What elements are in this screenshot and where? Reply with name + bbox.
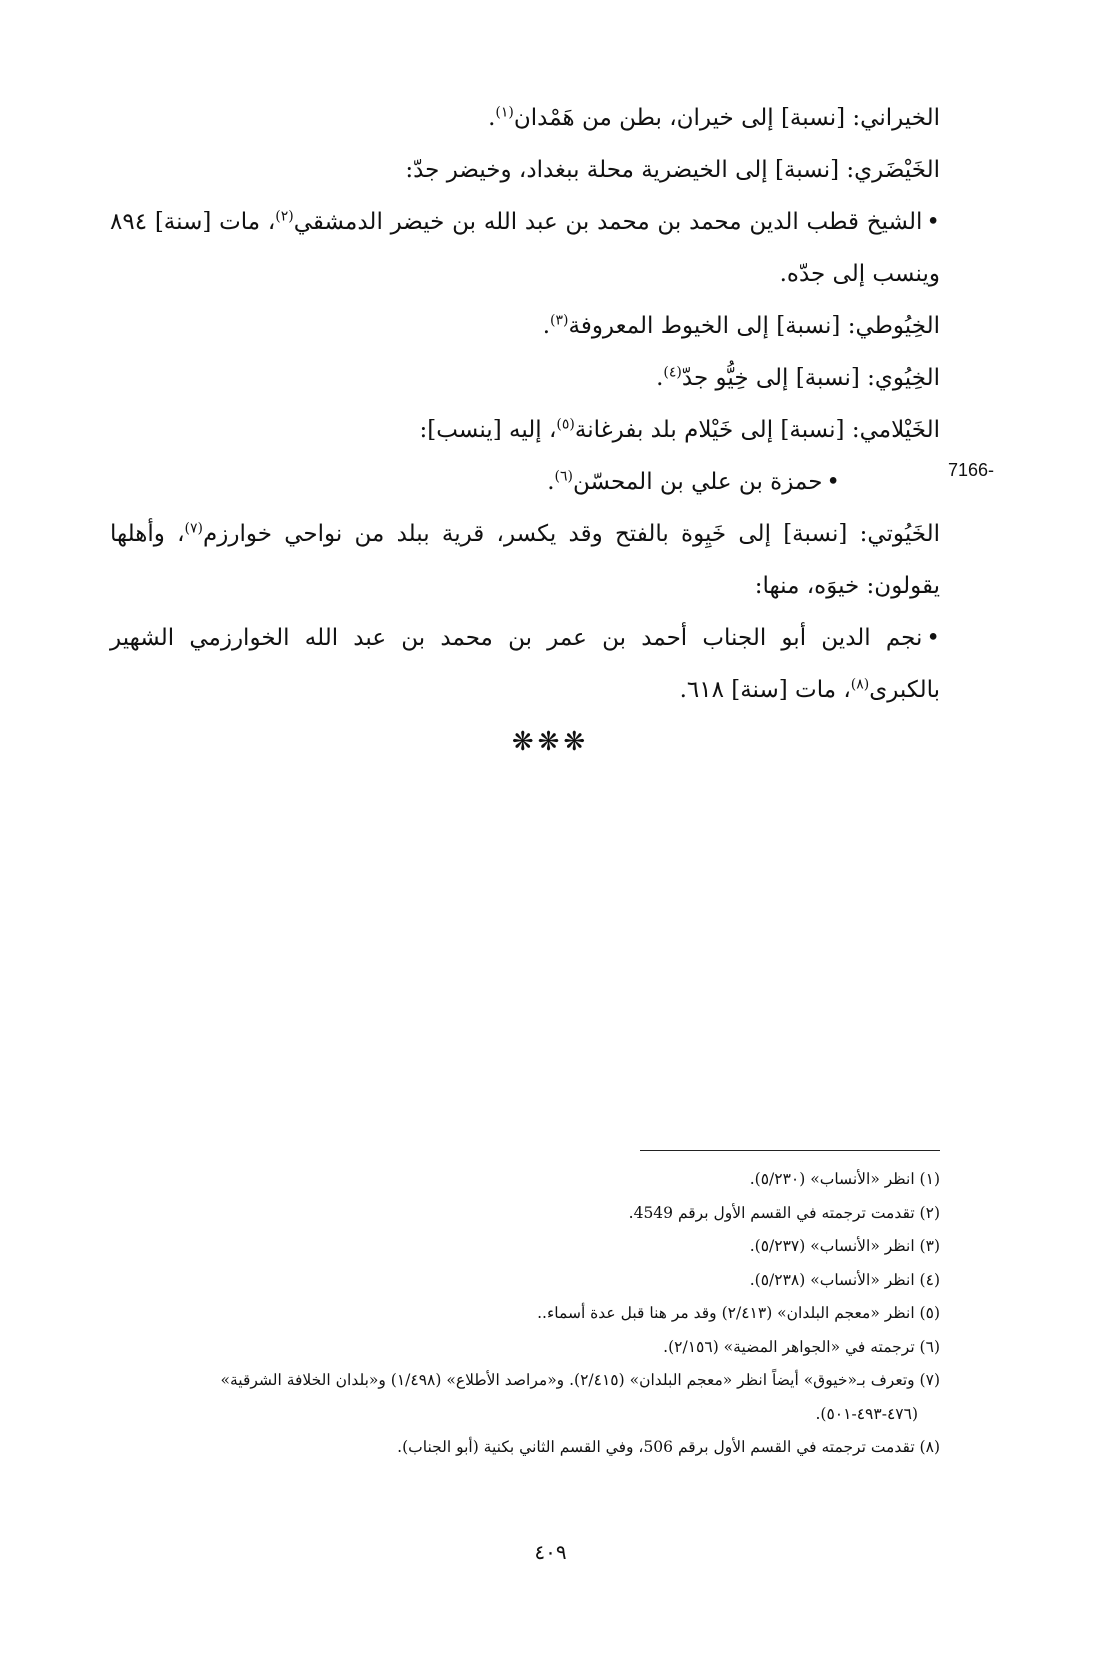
- footnote-ref: (٢): [275, 208, 294, 225]
- page-number: ٤٠٩: [534, 1540, 567, 1564]
- section-ornament: ❋❋❋: [511, 727, 590, 757]
- entry-term: الخَيُوتي: [867, 521, 940, 547]
- entry-after: ، إليه [ينسب]:: [419, 417, 557, 443]
- footnote-8: (٨) تقدمت ترجمته في القسم الأول برقم 506، وفي القسم الثاني بكنية (أبو الجناب).: [397, 1438, 940, 1456]
- person-after: ، مات [سنة] ٦١٨.: [679, 677, 851, 703]
- entry-khaydari: [110, 144, 940, 196]
- entry-term: الخِيُوي: [874, 365, 940, 391]
- entry-khayrani: [110, 92, 940, 144]
- person-text: نجم الدين أبو الجناب أحمد بن عمر بن محمد بن عبد الله الخوارزمي الشهير بالكبرى: [110, 625, 940, 703]
- footnotes: [110, 1163, 940, 1465]
- bullet-mark: •: [826, 469, 840, 495]
- person-text: حمزة بن علي بن المحسّن: [573, 469, 823, 495]
- footnote-6: (٦) ترجمته في «الجواهر المضية» (٢/١٥٦).: [663, 1337, 940, 1356]
- footnote-2: (٢) تقدمت ترجمته في القسم الأول برقم 4549.: [628, 1203, 940, 1222]
- entry-term: الخَيْضَري: [854, 157, 940, 183]
- entry-khayuti: [110, 508, 940, 612]
- footnote-4: (٤) انظر «الأنساب» (٥/٢٣٨).: [749, 1270, 940, 1289]
- footnote-ref: (٧): [184, 520, 203, 537]
- footnote-ref: (٤): [663, 364, 682, 381]
- entry-text: : [نسبة] إلى الخيوط المعروفة: [568, 313, 856, 339]
- entry-text: : [نسبة] إلى الخيضرية محلة ببغداد، وخيضر جدّ:: [405, 157, 855, 183]
- person-text: الشيخ قطب الدين محمد بن محمد بن عبد الله بن خيضر الدمشقي: [293, 209, 923, 235]
- entry-after: ، وأهلها يقولون: خيوَه، منها:: [110, 521, 940, 599]
- footnote-5: (٥) انظر «معجم البلدان» (٢/٤١٣) وقد مر هنا قبل عدة أسماء..: [537, 1304, 940, 1322]
- person-after: .: [547, 469, 555, 495]
- footnote-7-continued: (٤٧٦-٤٩٣-٥٠١).: [815, 1404, 918, 1423]
- person-qutb-al-din: [110, 196, 940, 300]
- entry-khiyuwi: [110, 352, 940, 404]
- footnote-1: (١) انظر «الأنساب» (٥/٢٣٠).: [749, 1170, 940, 1188]
- person-hamza: [110, 456, 940, 508]
- footnote-ref: (٣): [550, 312, 569, 329]
- footnote-divider: [640, 1150, 940, 1151]
- bullet-mark: •: [926, 625, 940, 651]
- entry-after: .: [542, 313, 551, 339]
- bullet-mark: •: [926, 209, 940, 235]
- entry-text: : [نسبة] إلى خِيُّو جدّ: [681, 365, 875, 391]
- footnote-ref: (٨): [850, 676, 870, 693]
- footnote-7: (٧) وتعرف بـ«خيوق» أيضاً انظر «معجم البلدان» (٢/٤١٥). و«مراصد الأطلاع» (١/٤٩٨) و«بلدان الخلافة الشرقية»: [220, 1371, 940, 1389]
- footnote-3: (٣) انظر «الأنساب» (٥/٢٣٧).: [749, 1237, 940, 1255]
- entry-number: 7166-: [948, 460, 995, 480]
- person-najm-al-din: [110, 612, 940, 716]
- entry-text: : [نسبة] إلى خَيِوة بالفتح وقد يكسر، قرية ببلد من نواحي خوارزم: [203, 521, 868, 547]
- entry-term: الخَيْلامي: [859, 417, 940, 443]
- footnote-ref: (٦): [554, 468, 574, 485]
- entry-term: الخيراني: [860, 105, 940, 131]
- entry-after: .: [488, 105, 496, 131]
- entry-text: : [نسبة] إلى خيران، بطن من هَمْدان: [513, 105, 861, 131]
- footnote-ref: (١): [495, 104, 514, 121]
- person-after: ، مات [سنة] ٨٩٤ وينسب إلى جدّه.: [110, 209, 940, 287]
- entry-term: الخِيُوطي: [855, 313, 940, 339]
- entry-khaylami: [110, 404, 940, 456]
- footnote-ref: (٥): [556, 416, 575, 433]
- main-text: [110, 92, 940, 716]
- entry-after: .: [656, 365, 664, 391]
- entry-khiyuti: [110, 300, 940, 352]
- entry-text: : [نسبة] إلى خَيْلام بلد بفرغانة: [574, 417, 860, 443]
